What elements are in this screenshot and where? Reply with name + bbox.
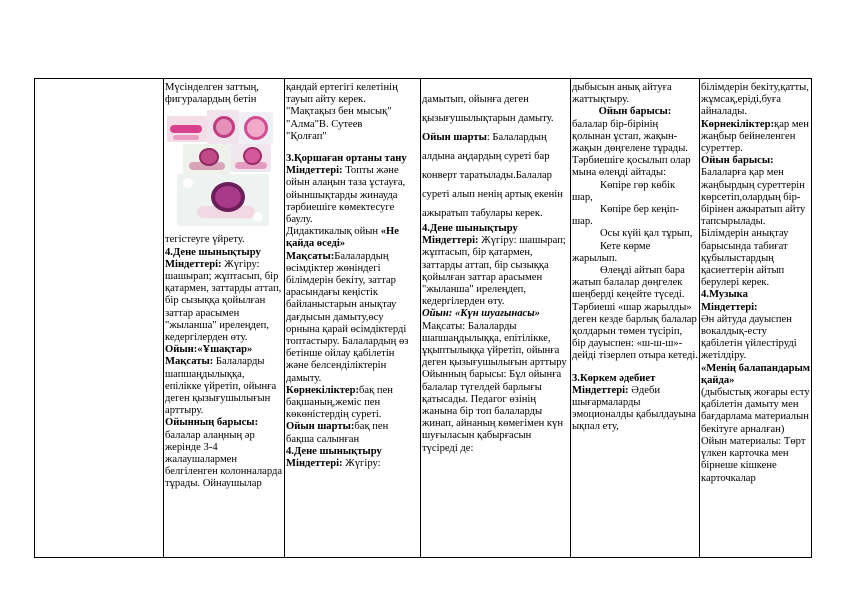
after-verse-text: Өлеңді айтып бара жатып балалар дөңгелек шеңберді кеңейте түседі. Тәрбиеші «шар жарылды» деген кезде барлық балалар қолдарын төмен түсіріп, бір дауыспен: «ш-ш-ш»-дейді тізерлеп отыра кетеді. <box>572 265 698 362</box>
visuals-text: бақ пен бақшаның,жеміс пен көкөністердің суреті. <box>286 384 393 421</box>
section-heading: 4.Дене шынықтыру <box>165 246 261 258</box>
tale-title: "Мақтақыз бен мысық" <box>286 106 392 118</box>
tasks-paragraph <box>286 458 419 470</box>
section-heading: 3.Көркем әдебиет <box>572 372 656 384</box>
didactic-game-text: Дидактикалық ойын <box>286 226 381 238</box>
goal-label: Мақсаты: <box>286 250 335 262</box>
rules-label: Ойын шарты: <box>286 421 355 433</box>
song-description: (дыбыстық жоғары есту қабілетін дамыту мен бағдарлама материалын бекітуге арналған) <box>701 387 810 435</box>
tasks-label: Міндеттері: <box>286 165 343 177</box>
flower <box>253 212 263 222</box>
finished-snail-photo <box>177 174 269 226</box>
didactic-game-name: «Не қайда өседі» <box>286 226 399 250</box>
day-column-5 <box>701 82 810 558</box>
visuals-paragraph <box>701 119 810 156</box>
tasks-text: Ән айтуда дауыспен вокалдық-есту қабілетін үйлестіруді жетілдіру. <box>701 313 797 362</box>
game-title: Ойын:«Ұшақтар» <box>165 344 253 356</box>
tasks-text: Жүгіру: <box>342 458 381 470</box>
progress-label: Ойынның барысы: <box>165 417 259 429</box>
rules-text: бақ пен бақша салынған <box>286 421 389 445</box>
section-heading: 4.Дене шынықтыру <box>286 445 382 457</box>
rules-paragraph <box>286 421 419 445</box>
rules-text: : Балалардың алдына аңдардың суреті бар конверт таратылады.Балалар суреті алып ненің артық екенін ажыратып табулары керек. <box>422 132 563 219</box>
table-border-right <box>811 78 812 558</box>
game-materials-text: Ойын материалы: Төрт үлкен карточка мен бірнеше кішкене карточкалар <box>701 435 806 484</box>
goal-progress-text: Мақсаты: Балаларды шапшаңдылыққа, епітілікке, ұқыптылыққа үйретіп, ойынға деген қызығушылығын арттыру Ойынның барысы: Бұл ойынға балалар түгелдей барлығы қатысады. Педагог өзінің жанына бір топ балаларды жинап, айнаның көмегімен күн шуғыласын қабырғасын түсіреді де: <box>422 320 567 454</box>
flower <box>183 178 193 188</box>
day-column-2 <box>286 82 419 558</box>
goal-label: Мақсаты: <box>165 356 214 368</box>
tasks-text: Топты және ойын алаңын таза ұстауға, ойыншықтарды жинауда тәрбиешіге көмектесуге баулу. <box>286 165 406 226</box>
light-clay-roll <box>173 135 199 140</box>
section-heading: 4.Музыка <box>701 289 748 301</box>
knowledge-text: білімдерін бекіту,қатты, жұмсақ,еріді,буға айналады. <box>701 82 809 118</box>
modelling-text: Мүсінделген заттың, фигуралардың бетін <box>165 82 259 106</box>
goal-text: Балаларды шапшаңдылыққа, епілікке үйретіп, ойынға деген қызығушылығын арттыру. <box>165 356 277 417</box>
tasks-label: Міндеттері: <box>572 384 629 396</box>
verse-line: Көпіре гөр көбік шар, <box>572 179 676 203</box>
tasks-label: Міндеттері: <box>286 458 343 470</box>
progress-label: Ойын барысы: <box>598 106 672 118</box>
column-divider <box>699 78 700 558</box>
progress-text: балалар бір-бірінің қолынан ұстап, жақын-жақын дөңгелене тұрады. Тәрбиешіге қосылып олар мына өлеңді айтады: <box>572 118 691 179</box>
verse-line: Көпіре бер кеңіп-шар. <box>572 204 679 228</box>
column-divider <box>284 78 285 558</box>
progress-text: балалар алаңның әр жерінде 3-4 жалаушалармен белгіленген колонналарда тұрады. Ойнаушылар <box>165 429 283 490</box>
rules-paragraph <box>422 128 569 223</box>
pink-spiral <box>213 116 235 138</box>
tale-title: "Қолғап" <box>286 130 327 142</box>
tasks-label: Міндеттері: <box>701 301 758 313</box>
tasks-text: Жүгіру: шашырап; жұптасып, бір қатармен, заттарды аттап, бір сызыққа қойылған заттар арасымен "жыланша" ирелеңдеп, кедергілерден өту. <box>422 235 566 308</box>
spacer <box>572 363 698 373</box>
tasks-text: Жүгіру: шашырап; жұптасып, бір қатармен, заттарды аттап, бір сызыққа қойылған заттар арасымен "жыланша" ирелеңдеп, кедергілерден өту. <box>165 258 282 344</box>
column-divider <box>570 78 571 558</box>
visuals-label: Көрнекіліктер: <box>701 118 775 130</box>
tasks-paragraph <box>422 235 569 308</box>
tasks-text: Әдеби шығармаларды эмоционалды қабылдауына ықпал ету, <box>572 384 696 433</box>
clay-spiral-photo <box>207 110 239 144</box>
table-border-left <box>34 78 35 558</box>
tasks-paragraph <box>572 385 698 434</box>
spacer <box>422 82 569 90</box>
visuals-paragraph <box>286 385 419 422</box>
clay-shell-photo <box>239 112 273 144</box>
verse-line: Осы күйі қал тұрып, <box>600 228 693 240</box>
goal-paragraph <box>286 251 419 385</box>
lesson-plan-table <box>34 78 812 558</box>
day-column-4 <box>572 82 698 558</box>
tasks-paragraph <box>165 259 283 344</box>
section-heading: 3.Қоршаған ортаны тану <box>286 153 407 165</box>
pink-shell <box>244 116 268 140</box>
rules-label: Ойын шарты <box>422 132 487 143</box>
progress-paragraph <box>165 417 283 490</box>
tasks-label: Міндеттері: <box>422 235 479 247</box>
tasks-label: Міндеттері: <box>165 258 222 270</box>
spacer <box>286 143 419 153</box>
smoothing-text: тегістеуге үйрету. <box>165 234 245 246</box>
tasks-paragraph <box>286 165 419 226</box>
section-heading: 4.Дене шынықтыру <box>422 223 518 234</box>
progress-paragraph <box>701 155 810 289</box>
song-title: «Менің балапандарым қайда» <box>701 362 810 386</box>
interest-text: дамытып, ойынға деген қызығушылықтарын дамыту. <box>422 94 554 124</box>
column-divider <box>163 78 164 558</box>
verse-line: Кете көрме жарылып. <box>572 240 651 264</box>
pink-clay-roll <box>170 125 202 133</box>
column-divider <box>420 78 421 558</box>
goal-paragraph <box>165 356 283 417</box>
day-column-3 <box>422 82 569 558</box>
table-border-top <box>34 78 812 79</box>
visuals-text: қар мен жаңбыр бейнеленген суреттер. <box>701 118 809 155</box>
visuals-label: Көрнекіліктер: <box>286 384 360 396</box>
didactic-game-paragraph <box>286 226 419 250</box>
clay-snail-photo <box>231 144 271 172</box>
clay-snail-photos <box>167 110 283 228</box>
tale-title: "Алма"В. Сутеев <box>286 118 363 130</box>
progress-label: Ойын барысы: <box>701 155 774 167</box>
clay-rolls-photo <box>167 116 207 142</box>
clay-snail-photo <box>183 144 231 174</box>
game-title: Ойын: «Күн шуағынасы» <box>422 308 540 320</box>
goal-text: Балалардың өсімдіктер жөніндегі білімдерін бекіту, заттар арасындағы кеңістік байланыстарын анықтау дағдысын дамыту,өсу орнына қарай өсімдіктерді топтастыру. Балалардың өз бетінше ойлау қабілетін және белсенділіктерін дамыту. <box>286 250 409 384</box>
progress-text: Балаларға қар мен жаңбырдың суреттерін көрсетіп,олардың бір-бірінен ажыратып айту тапсырылады. Білімдерін анықтау барысында табиғат құбылыстардың қасиеттерін айтып берулері керек. <box>701 167 806 289</box>
day-column-1 <box>165 82 283 558</box>
fairy-tale-text: қандай ертегігі келетінің тауып айту керек. <box>286 82 398 106</box>
sound-text: дыбысын анық айтуға жаттықтыру. <box>572 82 672 106</box>
